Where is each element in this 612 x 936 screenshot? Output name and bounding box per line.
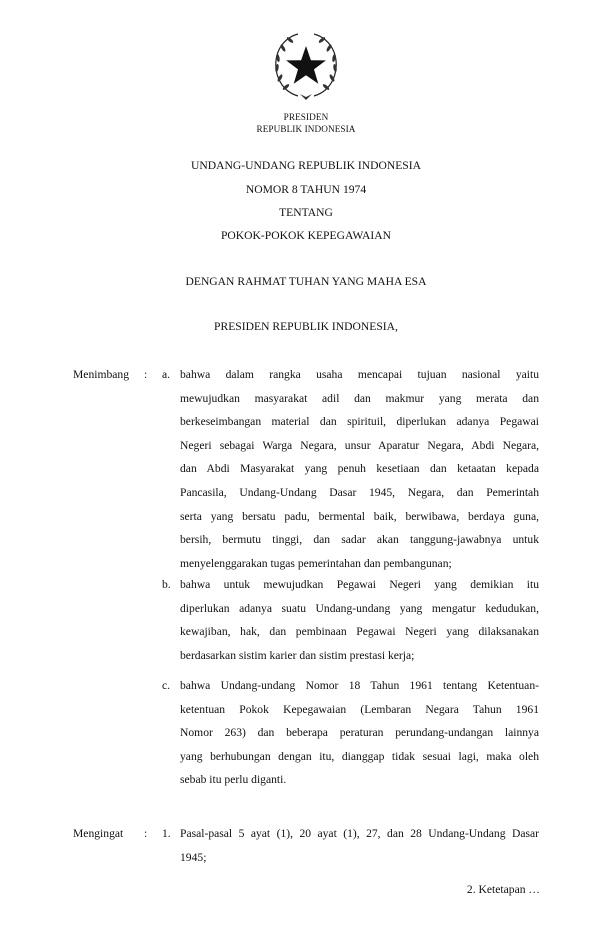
text-line: sebab itu perlu diganti. (180, 773, 287, 787)
text-line: bersih, bermutu tinggi, dan sadar akan tanggung-jawabnya untuk (180, 533, 539, 547)
title-line-4: POKOK-POKOK KEPEGAWAIAN (220, 229, 392, 242)
text-line: 1945; (180, 850, 207, 864)
text-line: Pancasila, Undang-Undang Dasar 1945, Negara, dan Pemerintah (180, 485, 539, 499)
page-continuation: 2. Ketetapan … (466, 883, 540, 896)
menimbang-colon: : (144, 368, 148, 381)
text-line: bahwa untuk mewujudkan Pegawai Negeri yang demikian itu (180, 578, 539, 591)
text-line: berdasarkan sistim karier dan sistim prestasi kerja; (180, 648, 415, 662)
header-republik-indonesia: REPUBLIK INDONESIA (256, 124, 356, 134)
text-line: bahwa dalam rangka usaha mencapai tujuan nasional yaitu (180, 368, 539, 381)
text-line: Pasal-pasal 5 ayat (1), 20 ayat (1), 27, dan 28 Undang-Undang Dasar (180, 827, 539, 840)
text-line: Negeri sebagai Warga Negara, unsur Aparatur Negara, Abdi Negara, (180, 438, 539, 452)
title-line-1: UNDANG-UNDANG REPUBLIK INDONESIA (191, 159, 421, 172)
text-line: ketentuan Pokok Kepegawaian (Lembaran Negara Tahun 1961 (180, 702, 539, 716)
text-line: dan Abdi Masyarakat yang penuh kesetiaan dan ketaatan kepada (180, 462, 539, 476)
text-line: yang berhubungan dengan itu, dianggap tidak sesuai lagi, maka oleh (180, 749, 539, 763)
header-presiden: PRESIDEN (283, 112, 329, 122)
presidential-emblem-icon (268, 28, 344, 104)
mengingat-colon: : (144, 827, 148, 840)
text-line: berkeseimbangan material dan spirituil, diperlukan adanya Pegawai (180, 415, 539, 429)
item-marker-a: a. (162, 368, 171, 381)
menimbang-item-b (180, 573, 539, 667)
menimbang-item-c (180, 674, 539, 792)
text-line: Nomor 263) dan beberapa peraturan perundang-undangan lainnya (180, 726, 539, 740)
text-line: diperlukan adanya suatu Undang-undang yang mengatur kedudukan, (180, 601, 539, 615)
text-line: serta yang bersatu padu, bermental baik, berwibawa, berdaya guna, (180, 509, 539, 523)
title-line-2: NOMOR 8 TAHUN 1974 (245, 183, 367, 196)
issuer: PRESIDEN REPUBLIK INDONESIA, (214, 320, 398, 333)
item-marker-c: c. (162, 679, 171, 692)
item-marker-b: b. (162, 578, 171, 591)
text-line: kewajiban, hak, dan pembinaan Pegawai Negeri yang dilaksanakan (180, 625, 539, 639)
menimbang-item-a (180, 363, 539, 575)
invocation: DENGAN RAHMAT TUHAN YANG MAHA ESA (185, 275, 427, 288)
menimbang-label: Menimbang (73, 368, 130, 381)
text-line: bahwa Undang-undang Nomor 18 Tahun 1961 tentang Ketentuan- (180, 679, 539, 692)
mengingat-label: Mengingat (73, 827, 124, 840)
mengingat-item-1 (180, 822, 539, 869)
text-line: mewujudkan masyarakat adil dan makmur yang merata dan (180, 391, 539, 405)
item-marker-1: 1. (162, 827, 171, 840)
title-line-3: TENTANG (279, 206, 333, 219)
text-line: menyelenggarakan tugas pemerintahan dan pembangunan; (180, 556, 452, 570)
